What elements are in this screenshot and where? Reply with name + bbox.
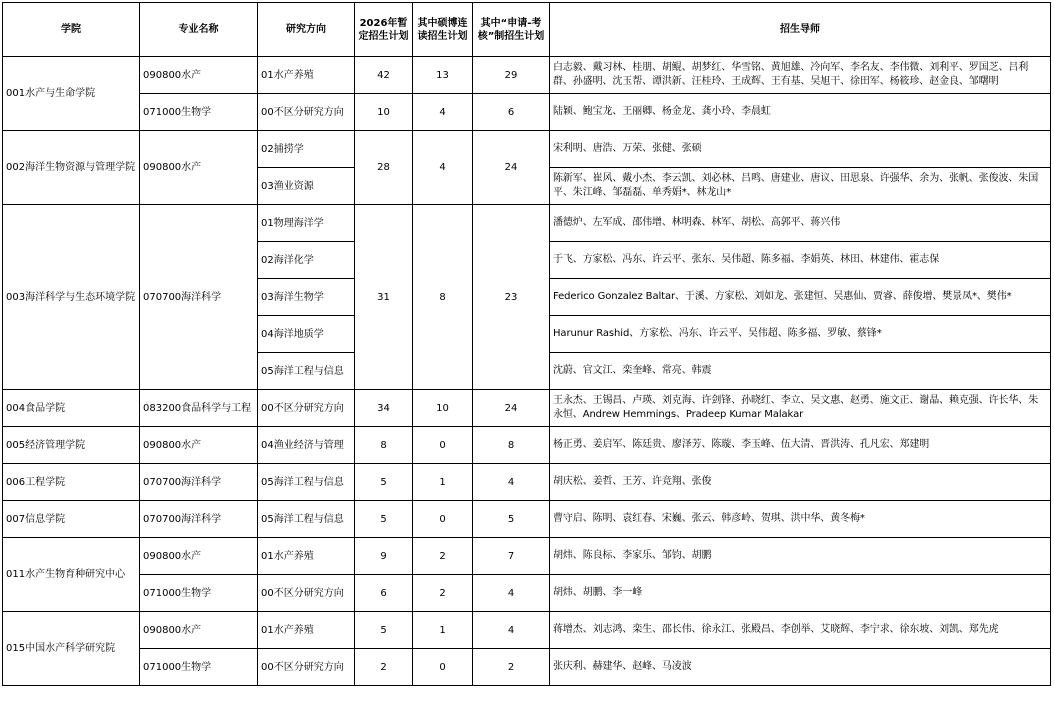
direction-cell: 04海洋地质学 — [258, 316, 355, 353]
direction-cell: 03渔业资源 — [258, 168, 355, 205]
major-cell: 090800水产 — [140, 57, 258, 94]
college-cell: 003海洋科学与生态环境学院 — [3, 205, 140, 390]
direction-cell: 05海洋工程与信息 — [258, 353, 355, 390]
table-row — [3, 649, 1051, 686]
tutors-cell: 曹守启、陈明、袁红春、宋巍、张云、韩彦岭、贺琪、洪中华、黄冬梅* — [550, 501, 1051, 538]
major-cell: 090800水产 — [140, 538, 258, 575]
major-cell: 070700海洋科学 — [140, 501, 258, 538]
tutors-cell: 胡炜、胡鹏、李一峰 — [550, 575, 1051, 612]
college-cell: 007信息学院 — [3, 501, 140, 538]
apply-exam-cell: 4 — [473, 612, 550, 649]
master-phd-cell: 1 — [413, 464, 473, 501]
direction-cell: 05海洋工程与信息 — [258, 464, 355, 501]
table-row — [3, 131, 1051, 168]
direction-cell: 05海洋工程与信息 — [258, 501, 355, 538]
tutors-cell: Harunur Rashid、方家松、冯东、许云平、吴伟超、陈多福、罗敏、蔡锋* — [550, 316, 1051, 353]
tutors-cell: 于飞、方家松、冯东、许云平、张东、吴伟超、陈多福、李娟英、林田、林建伟、霍志保 — [550, 242, 1051, 279]
plan-cell: 28 — [355, 131, 413, 205]
plan-cell: 31 — [355, 205, 413, 390]
apply-exam-cell: 2 — [473, 649, 550, 686]
tutors-cell: 宋利明、唐浩、万荣、张健、张硕 — [550, 131, 1051, 168]
plan-cell: 2 — [355, 649, 413, 686]
apply-exam-cell: 8 — [473, 427, 550, 464]
master-phd-cell: 13 — [413, 57, 473, 94]
tutors-cell: 陈新军、崔风、戴小杰、李云凯、刘必林、吕鸣、唐建业、唐议、田思泉、许强华、余为、张帆、张俊波、朱国平、朱江峰、邹磊磊、单秀娟*、林龙山* — [550, 168, 1051, 205]
plan-cell: 42 — [355, 57, 413, 94]
table-row — [3, 575, 1051, 612]
apply-exam-cell: 29 — [473, 57, 550, 94]
college-cell: 001水产与生命学院 — [3, 57, 140, 131]
table-row — [3, 94, 1051, 131]
header-row — [3, 3, 1051, 57]
table-row — [3, 538, 1051, 575]
major-cell: 090800水产 — [140, 612, 258, 649]
tutors-cell: 蒋增杰、刘志鸿、栾生、邵长伟、徐永江、张殿昌、李创举、艾晓辉、李宁求、徐东坡、刘凯、郑先虎 — [550, 612, 1051, 649]
header-college: 学院 — [3, 3, 140, 57]
apply-exam-cell: 24 — [473, 390, 550, 427]
direction-cell: 01水产养殖 — [258, 612, 355, 649]
tutors-cell: 陆颖、鲍宝龙、王丽卿、杨金龙、龚小玲、李晨虹 — [550, 94, 1051, 131]
direction-cell: 00不区分研究方向 — [258, 575, 355, 612]
apply-exam-cell: 4 — [473, 464, 550, 501]
tutors-cell: 杨正勇、姜启军、陈廷贵、廖泽芳、陈璇、李玉峰、伍大清、晋洪涛、孔凡宏、郑建明 — [550, 427, 1051, 464]
table-row — [3, 390, 1051, 427]
apply-exam-cell: 5 — [473, 501, 550, 538]
direction-cell: 01水产养殖 — [258, 57, 355, 94]
apply-exam-cell: 7 — [473, 538, 550, 575]
college-cell: 002海洋生物资源与管理学院 — [3, 131, 140, 205]
plan-cell: 5 — [355, 501, 413, 538]
master-phd-cell: 2 — [413, 575, 473, 612]
major-cell: 070700海洋科学 — [140, 205, 258, 390]
plan-cell: 10 — [355, 94, 413, 131]
tutors-cell: 沈蔚、官文江、栾奎峰、常亮、韩震 — [550, 353, 1051, 390]
header-master-phd: 其中硕博连读招生计划 — [413, 3, 473, 57]
college-cell: 011水产生物育种研究中心 — [3, 538, 140, 612]
enrollment-table — [2, 2, 1051, 686]
master-phd-cell: 10 — [413, 390, 473, 427]
plan-cell: 6 — [355, 575, 413, 612]
major-cell: 070700海洋科学 — [140, 464, 258, 501]
tutors-cell: 潘德炉、左军成、邵伟增、林明森、林军、胡松、高郭平、蒋兴伟 — [550, 205, 1051, 242]
plan-cell: 5 — [355, 464, 413, 501]
major-cell: 090800水产 — [140, 131, 258, 205]
direction-cell: 00不区分研究方向 — [258, 649, 355, 686]
apply-exam-cell: 6 — [473, 94, 550, 131]
tutors-cell: Federico Gonzalez Baltar、于溪、方家松、刘如龙、张建恒、吴惠仙、贾睿、薛俊增、樊景凤*、樊伟* — [550, 279, 1051, 316]
master-phd-cell: 0 — [413, 501, 473, 538]
college-cell: 005经济管理学院 — [3, 427, 140, 464]
master-phd-cell: 1 — [413, 612, 473, 649]
direction-cell: 02海洋化学 — [258, 242, 355, 279]
college-cell: 004食品学院 — [3, 390, 140, 427]
master-phd-cell: 2 — [413, 538, 473, 575]
master-phd-cell: 0 — [413, 649, 473, 686]
direction-cell: 01水产养殖 — [258, 538, 355, 575]
tutors-cell: 胡炜、陈良标、李家乐、邹钧、胡鹏 — [550, 538, 1051, 575]
tutors-cell: 白志毅、戴习林、桂朋、胡鲲、胡梦红、华雪铭、黄旭雄、冷向军、李名友、李伟微、刘利平、罗国芝、吕利群、孙盛明、沈玉帮、谭洪新、汪桂玲、王成辉、王有基、吴旭干、徐田军、杨筱珍、赵金良、邹曙明 — [550, 57, 1051, 94]
plan-cell: 8 — [355, 427, 413, 464]
master-phd-cell: 4 — [413, 94, 473, 131]
major-cell: 071000生物学 — [140, 649, 258, 686]
header-plan: 2026年暂定招生计划 — [355, 3, 413, 57]
header-apply-exam: 其中“申请-考核”制招生计划 — [473, 3, 550, 57]
major-cell: 071000生物学 — [140, 575, 258, 612]
master-phd-cell: 0 — [413, 427, 473, 464]
college-cell: 006工程学院 — [3, 464, 140, 501]
tutors-cell: 胡庆松、姜哲、王芳、许竞翔、张俊 — [550, 464, 1051, 501]
apply-exam-cell: 24 — [473, 131, 550, 205]
major-cell: 083200食品科学与工程 — [140, 390, 258, 427]
plan-cell: 34 — [355, 390, 413, 427]
direction-cell: 04渔业经济与管理 — [258, 427, 355, 464]
plan-cell: 5 — [355, 612, 413, 649]
tutors-cell: 王永杰、王锡昌、卢瑛、刘克海、许剑锋、孙晓红、李立、吴文惠、赵勇、施文正、谢晶、赖克强、许长华、朱永恒、Andrew Hemmings、Pradeep Kumar Malakar — [550, 390, 1051, 427]
table-row — [3, 205, 1051, 242]
header-tutors: 招生导师 — [550, 3, 1051, 57]
major-cell: 071000生物学 — [140, 94, 258, 131]
master-phd-cell: 8 — [413, 205, 473, 390]
tutors-cell: 张庆利、赫建华、赵峰、马凌波 — [550, 649, 1051, 686]
apply-exam-cell: 4 — [473, 575, 550, 612]
college-cell: 015中国水产科学研究院 — [3, 612, 140, 686]
header-major: 专业名称 — [140, 3, 258, 57]
table-row — [3, 427, 1051, 464]
direction-cell: 03海洋生物学 — [258, 279, 355, 316]
direction-cell: 01物理海洋学 — [258, 205, 355, 242]
enrollment-sheet — [2, 2, 1051, 686]
table-row — [3, 57, 1051, 94]
major-cell: 090800水产 — [140, 427, 258, 464]
plan-cell: 9 — [355, 538, 413, 575]
direction-cell: 00不区分研究方向 — [258, 390, 355, 427]
master-phd-cell: 4 — [413, 131, 473, 205]
direction-cell: 00不区分研究方向 — [258, 94, 355, 131]
header-direction: 研究方向 — [258, 3, 355, 57]
table-row — [3, 612, 1051, 649]
apply-exam-cell: 23 — [473, 205, 550, 390]
table-row — [3, 464, 1051, 501]
direction-cell: 02捕捞学 — [258, 131, 355, 168]
table-row — [3, 501, 1051, 538]
